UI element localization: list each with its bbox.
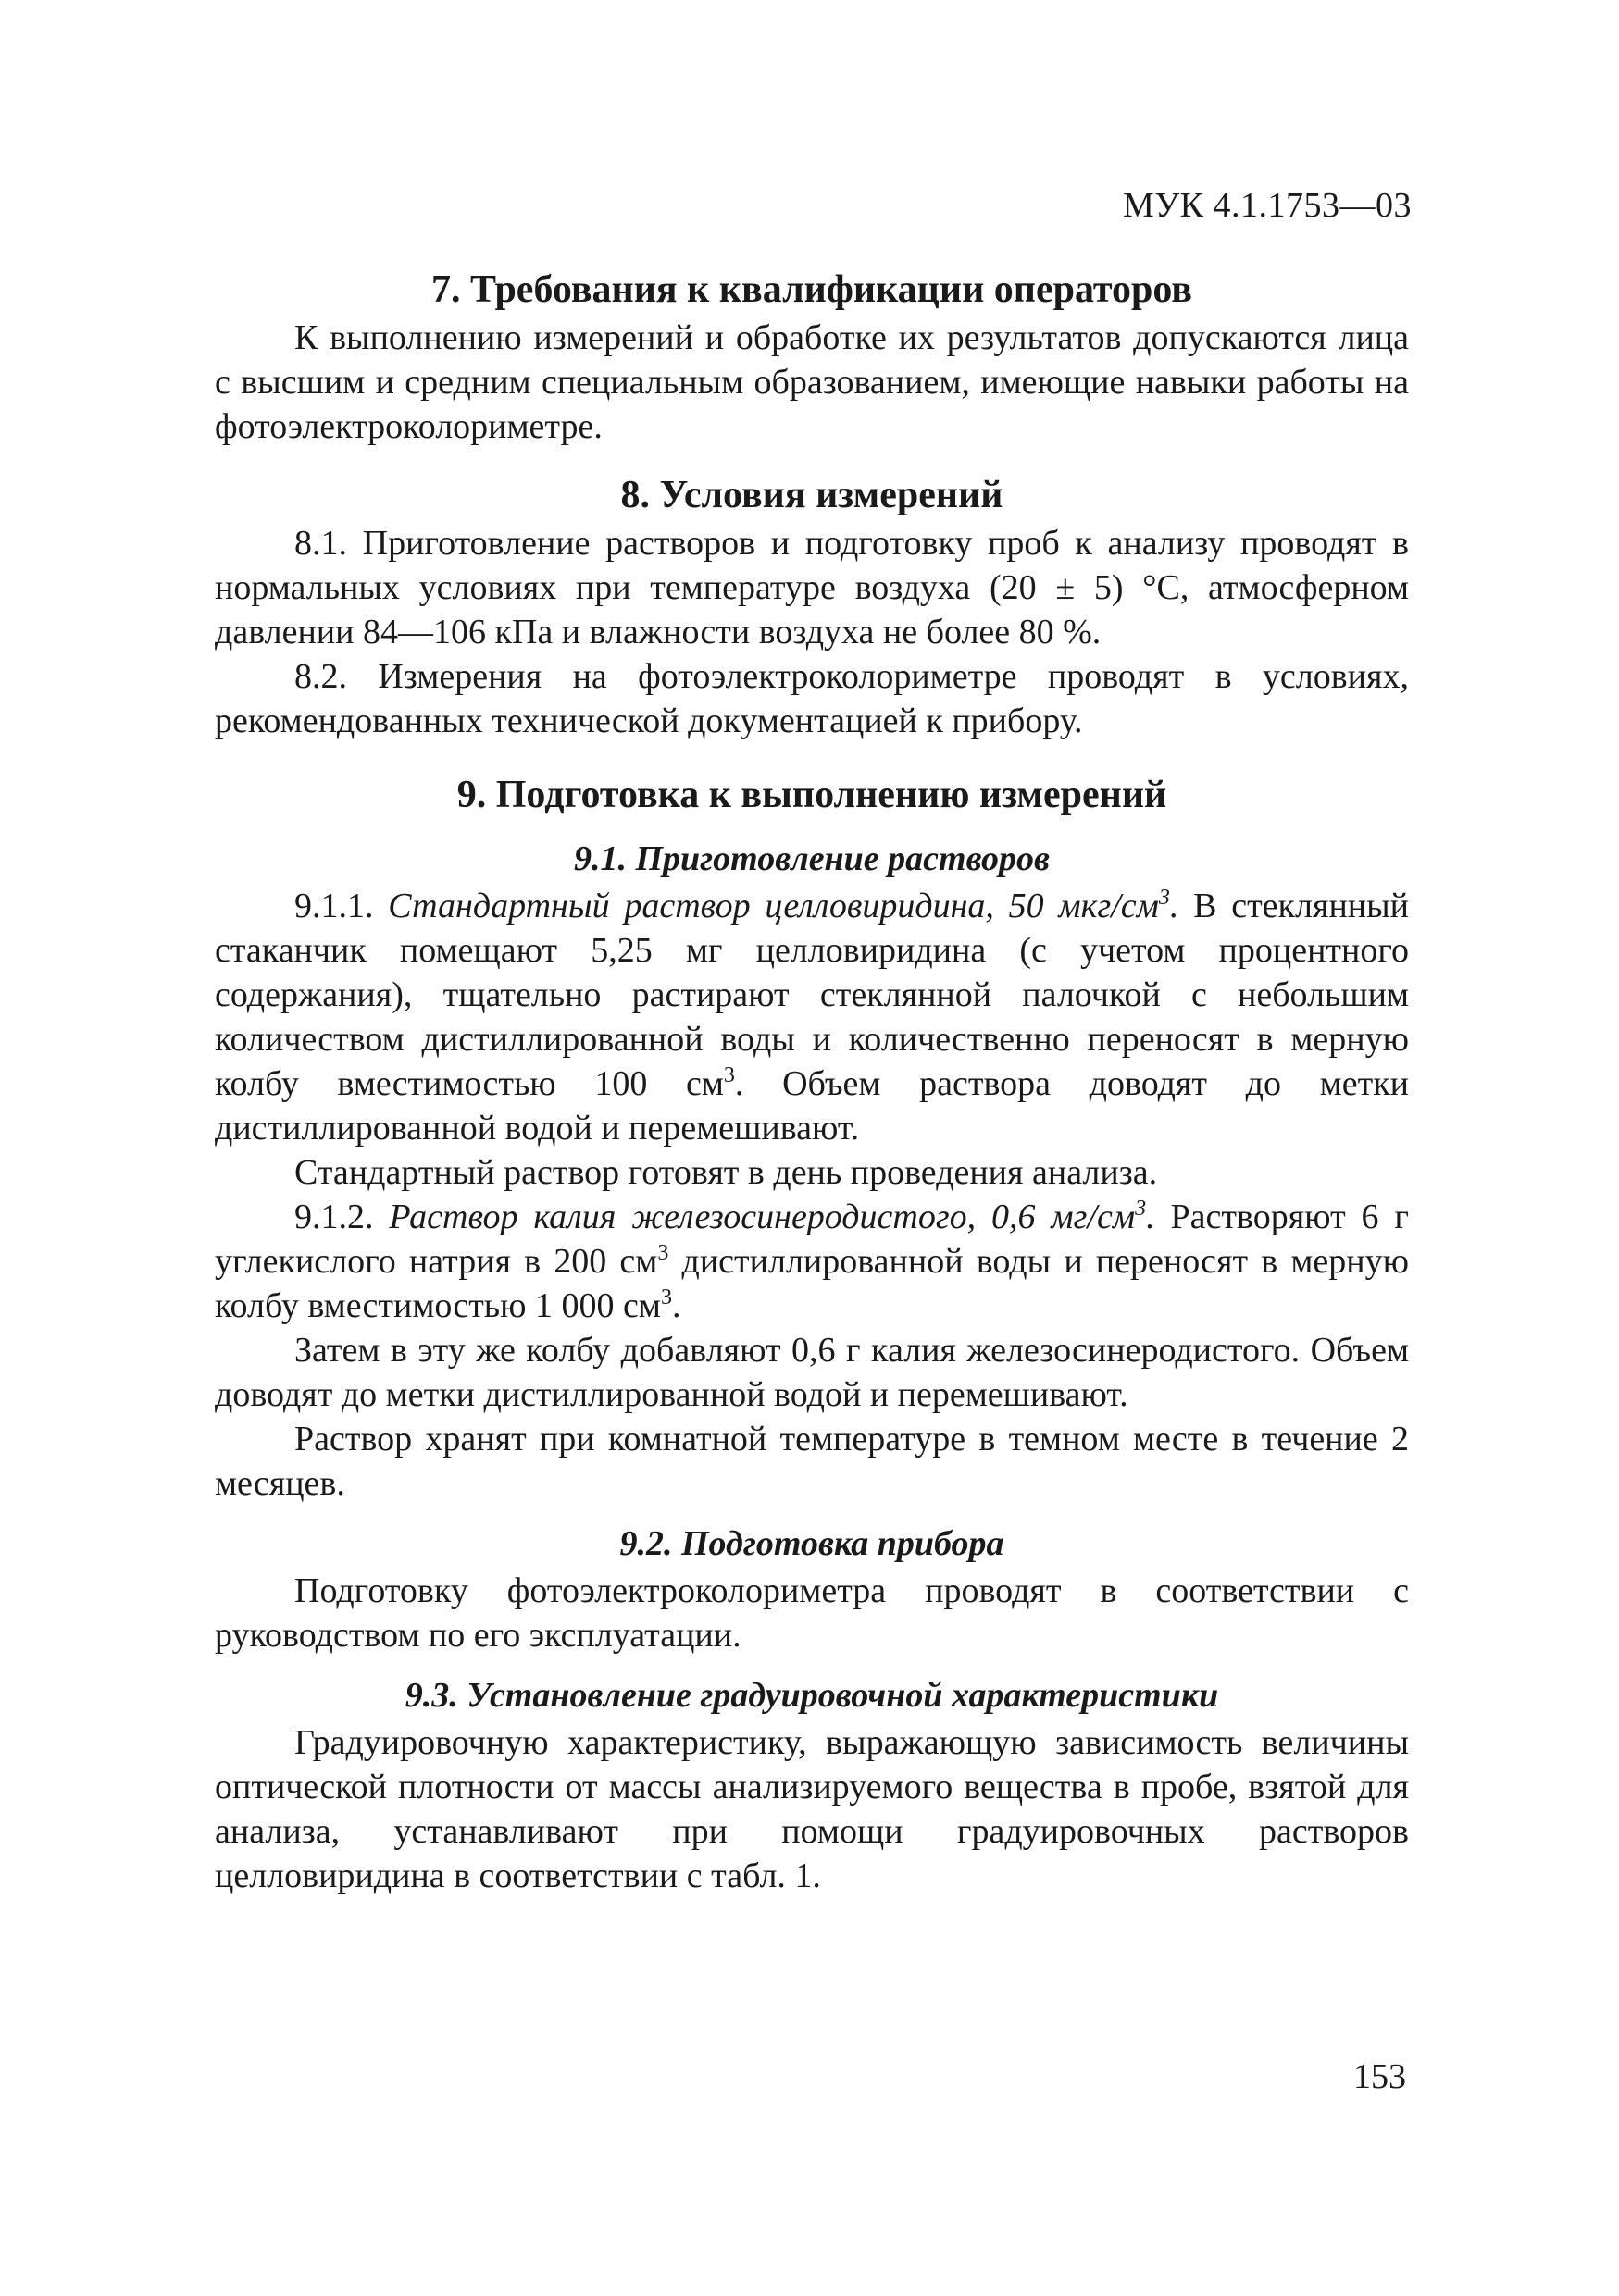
section-7-heading: 7. Требования к квалификации операторов <box>431 268 1192 311</box>
paragraph-9-1-1-note: Стандартный раствор готовят в день проведения анализа. <box>294 1153 1158 1192</box>
running-header-doc-code: МУК 4.1.1753—03 <box>1122 186 1412 225</box>
paragraph-9-1-1: 9.1.1. Стандартный раствор целловиридина, 50 мкг/$см^3$. В стеклянный стаканчик помещают 5,25 мг целловиридина (с учетом процентного содержания), тщательно растирают стеклянной палочкой с небольшим количеством дистиллированной воды и количественно переносят в мерную колбу вместимостью 100 $см^3$. Объем раствора доводят до метки дистиллированной водой и перемешивают. <box>215 886 1409 1148</box>
subsection-9-3-heading: 9.3. Установление градуировочной характеристики <box>405 1676 1219 1715</box>
paragraph-9-1-2-storage: Раствор хранят при комнатной температуре в темном месте в течение 2 месяцев. <box>215 1420 1409 1503</box>
page-content <box>215 264 1409 1898</box>
item-title-9-1-2: Раствор калия железосинеродистого, 0,6 $мг/см^3$. <box>389 1197 1155 1236</box>
section-8-1-paragraph: 8.1. Приготовление растворов и подготовку проб к анализу проводят в нормальных условиях при температуре воздуха (20 ± 5) °С, атмосферном давлении 84—106 кПа и влажности воздуха не более 80 %. <box>215 524 1409 652</box>
paragraph-9-1-2-continuation: Затем в эту же колбу добавляют 0,6 г калия железосинеродистого. Объем доводят до метки дистиллированной водой и перемешивают. <box>215 1331 1409 1414</box>
paragraph-9-3: Градуировочную характеристику, выражающую зависимость величины оптической плотности от массы анализируемого вещества в пробе, взятой для анализа, устанавливают при помощи градуировочных растворов целловиридина в соответствии с табл. 1. <box>215 1723 1409 1895</box>
item-title-9-1-1: Стандартный раствор целловиридина, 50 мкг/$см^3$. <box>388 886 1179 925</box>
section-8-heading: 8. Условия измерений <box>620 474 1003 516</box>
section-7-paragraph: К выполнению измерений и обработке их результатов допускаются лица с высшим и средним специальным образованием, имеющие навыки работы на фотоэлектроколориметре. <box>215 318 1409 446</box>
page-number: 153 <box>1353 2057 1406 2096</box>
item-number-9-1-2: 9.1.2. <box>294 1198 374 1236</box>
section-9-heading: 9. Подготовка к выполнению измерений <box>456 774 1167 816</box>
section-8-2-paragraph: 8.2. Измерения на фотоэлектроколориметре проводят в условиях, рекомендованных технической документацией к прибору. <box>215 657 1409 740</box>
subsection-9-2-heading: 9.2. Подготовка прибора <box>619 1524 1004 1563</box>
item-number-9-1-1: 9.1.1. <box>294 887 374 925</box>
subsection-9-1-heading: 9.1. Приготовление растворов <box>573 839 1051 878</box>
paragraph-9-1-2: 9.1.2. Раствор калия железосинеродистого, 0,6 $мг/см^3$. Растворяют 6 г углекислого натрия в 200 $см^3$ дистиллированной воды и переносят в мерную колбу вместимостью 1 000 $см^3$. <box>215 1197 1410 1325</box>
paragraph-9-2: Подготовку фотоэлектроколориметра проводят в соответствии с руководством по его эксплуатации. <box>215 1571 1409 1655</box>
